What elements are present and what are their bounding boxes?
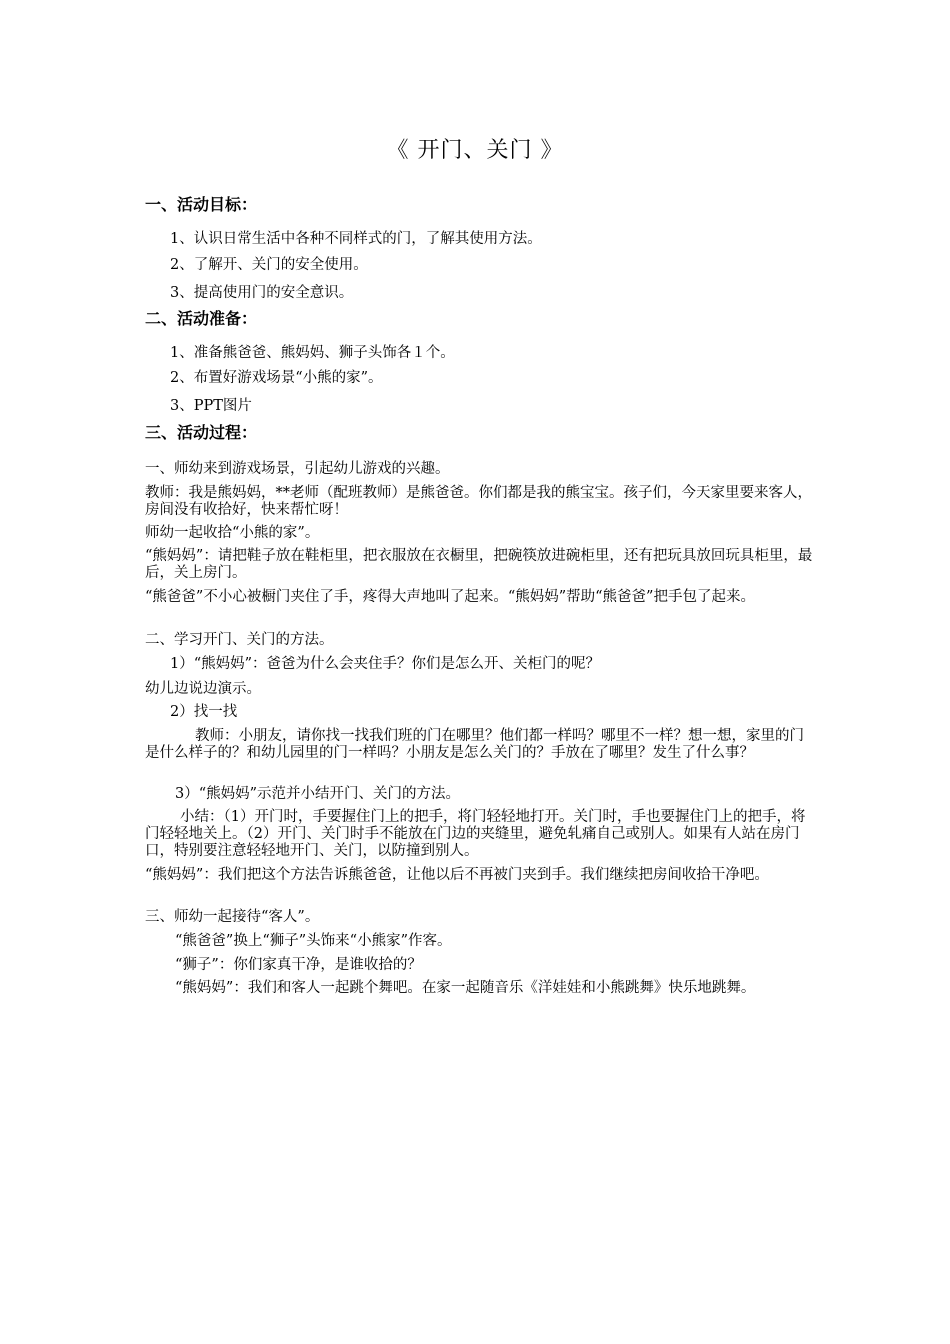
process-paragraph: “狮子”：你们家真干净，是谁收拾的？ bbox=[175, 957, 422, 973]
process-paragraph: “熊爸爸”不小心被橱门夹住了手，疼得大声地叫了起来。“熊妈妈”帮助“熊爸爸”把手包了起来。 bbox=[145, 589, 755, 605]
document-title: 《 开门、关门 》 bbox=[386, 138, 564, 163]
process-paragraph: 二、学习开门、关门的方法。 bbox=[145, 632, 334, 648]
goal-item-3: 3、提高使用门的安全意识。 bbox=[170, 285, 354, 301]
process-paragraph: 教师：小朋友，请你找一找我们班的门在哪里？他们都一样吗？哪里不一样？想一想，家里的门是什么样子的？和幼儿园里的门一样吗？小朋友是怎么关门的？手放在了哪里？发生了什么事？ bbox=[145, 728, 804, 761]
section-heading-process: 三、活动过程： bbox=[145, 423, 258, 442]
process-paragraph: 2）找一找 bbox=[170, 704, 238, 720]
prep-item-3: 3、PPT图片 bbox=[170, 398, 252, 414]
process-paragraph: 一、师幼来到游戏场景，引起幼儿游戏的兴趣。 bbox=[145, 461, 450, 477]
process-paragraph: 幼儿边说边演示。 bbox=[145, 681, 261, 697]
section-heading-preparation: 二、活动准备： bbox=[145, 309, 258, 328]
process-paragraph: 1）“熊妈妈”：爸爸为什么会夹住手？你们是怎么开、关柜门的呢？ bbox=[170, 656, 601, 672]
section-heading-goals: 一、活动目标： bbox=[145, 195, 258, 214]
process-paragraph: “熊妈妈”：我们和客人一起跳个舞吧。在家一起随音乐《洋娃娃和小熊跳舞》快乐地跳舞。 bbox=[175, 980, 756, 996]
process-paragraph: 三、师幼一起接待“客人”。 bbox=[145, 909, 320, 925]
prep-item-2: 2、布置好游戏场景“小熊的家”。 bbox=[170, 370, 383, 386]
process-paragraph: “熊妈妈”：我们把这个方法告诉熊爸爸，让他以后不再被门夹到手。我们继续把房间收拾干净吧。 bbox=[145, 867, 769, 883]
process-paragraph: 小结：（1）开门时，手要握住门上的把手，将门轻轻地打开。关门时，手也要握住门上的把手，将门轻轻地关上。（2）开门、关门时手不能放在门边的夹缝里，避免轧痛自己或别人。如果有人站在房门口，特别要注意轻轻地开门、关门，以防撞到别人。 bbox=[145, 809, 806, 859]
process-paragraph: 教师：我是熊妈妈，**老师（配班教师）是熊爸爸。你们都是我的熊宝宝。孩子们，今天家里要来客人，房间没有收拾好，快来帮忙呀！ bbox=[145, 485, 812, 518]
process-paragraph: 师幼一起收拾“小熊的家”。 bbox=[145, 525, 320, 541]
goal-item-1: 1、认识日常生活中各种不同样式的门，了解其使用方法。 bbox=[170, 231, 542, 247]
process-paragraph: “熊爸爸”换上“狮子”头饰来“小熊家”作客。 bbox=[175, 933, 452, 949]
goal-item-2: 2、了解开、关门的安全使用。 bbox=[170, 257, 368, 273]
prep-item-1: 1、准备熊爸爸、熊妈妈、狮子头饰各１个。 bbox=[170, 345, 455, 361]
process-paragraph: 3）“熊妈妈”示范并小结开门、关门的方法。 bbox=[175, 786, 461, 802]
process-paragraph: “熊妈妈”：请把鞋子放在鞋柜里，把衣服放在衣橱里，把碗筷放进碗柜里，还有把玩具放回玩具柜里，最后，关上房门。 bbox=[145, 548, 813, 581]
